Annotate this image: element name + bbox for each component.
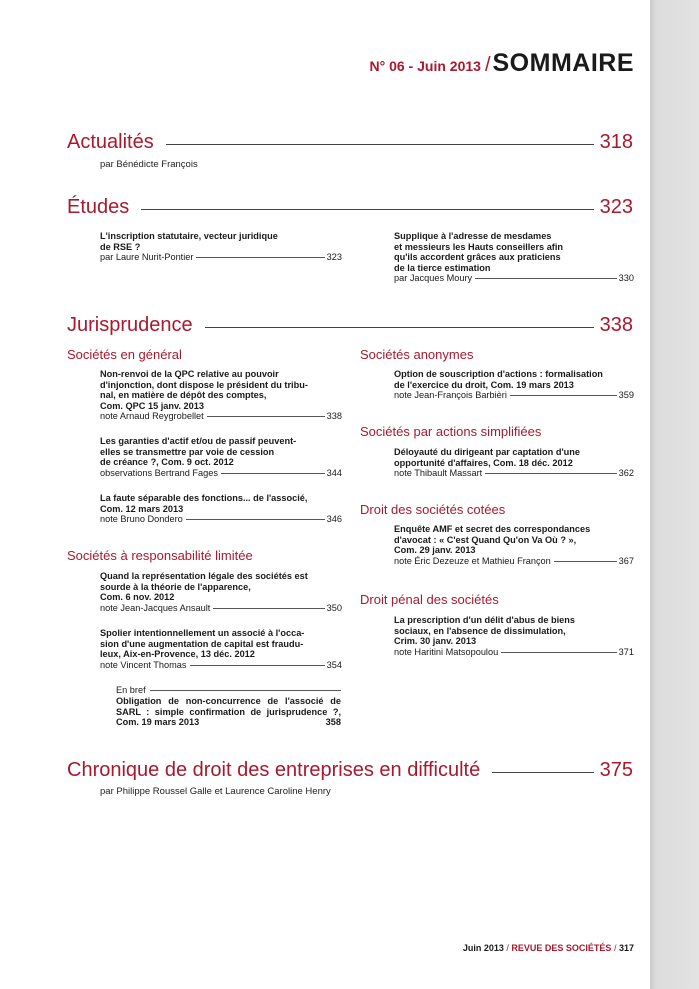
en-bref-text: Obligation de non-concurrence de l'associé de SARL : simple confirmation de jurisprudence ?, Com. 19 mars 2013 <box>116 695 341 728</box>
section-etudes[interactable] <box>67 196 633 219</box>
entry-author: note Bruno Dondero <box>100 514 183 525</box>
entry-author: note Éric Dezeuze et Mathieu Françon <box>394 555 551 566</box>
section-page: 318 <box>599 131 633 153</box>
leader-line <box>485 473 616 474</box>
entry-author: par Laure Nurit-Pontier <box>100 252 194 263</box>
toc-entry[interactable] <box>394 369 634 401</box>
entry-title: Option de souscription d'actions : formalisation de l'exercice du droit, Com. 19 mars 2013 <box>394 369 603 390</box>
entry-author: par Jacques Moury <box>394 273 473 284</box>
page-footer <box>463 943 634 953</box>
entry-page: 362 <box>618 468 634 479</box>
toc-entry[interactable] <box>100 436 342 478</box>
leader-line <box>141 209 593 210</box>
entry-page: 371 <box>618 646 634 657</box>
entry-title: La faute séparable des fonctions... de l'associé, Com. 12 mars 2013 <box>100 493 308 514</box>
entry-page: 367 <box>618 555 634 566</box>
page-header <box>370 49 635 78</box>
subsection-sas: Sociétés par actions simplifiées <box>360 424 542 439</box>
toc-entry[interactable] <box>100 628 342 670</box>
page-title: SOMMAIRE <box>492 49 634 77</box>
leader-line <box>166 144 594 145</box>
leader-line <box>190 665 325 666</box>
toc-entry[interactable] <box>100 369 342 422</box>
footer-date: Juin 2013 <box>462 943 504 953</box>
entry-title: Quand la représentation légale des sociétés est sourde à la théorie de l'apparence, Com. 6 nov. 2012 <box>100 571 308 603</box>
entry-title: Les garanties d'actif et/ou de passif peuvent- elles se transmettre par voie de cession de créance ?, Com. 9 oct. 2012 <box>100 436 297 468</box>
section-page: 338 <box>599 314 633 336</box>
en-bref-page: 358 <box>325 717 341 728</box>
section-page: 323 <box>599 196 633 218</box>
entry-page: 330 <box>618 273 634 284</box>
entry-author: note Jean-François Barbièri <box>394 390 507 401</box>
leader-line <box>205 327 594 328</box>
subsection-penal: Droit pénal des sociétés <box>360 592 499 607</box>
subsection-sarl: Sociétés à responsabilité limitée <box>67 548 253 563</box>
footer-page-number: 317 <box>618 943 634 953</box>
leader-line <box>207 416 325 417</box>
leader-line <box>492 772 593 773</box>
en-bref-box[interactable] <box>116 685 341 728</box>
chronique-byline: par Philippe Roussel Galle et Laurence Caroline Henry <box>100 786 331 797</box>
header-separator: / <box>484 54 491 76</box>
toc-entry[interactable] <box>394 447 634 479</box>
section-jurisprudence[interactable] <box>67 314 633 337</box>
entry-author: note Arnaud Reygrobellet <box>100 411 204 422</box>
entry-title: Spolier intentionnellement un associé à l'occa- sion d'une augmentation de capital est fraudu- leux, Aix-en-Provence, 13 déc. 2012 <box>100 628 305 660</box>
leader-line <box>510 395 617 396</box>
section-title: Études <box>67 196 130 218</box>
entry-author: observations Bertrand Fages <box>100 467 218 478</box>
toc-entry[interactable] <box>100 493 342 525</box>
entry-page: 344 <box>326 467 342 478</box>
entry-page: 338 <box>326 411 342 422</box>
section-chronique[interactable] <box>67 759 633 782</box>
en-bref-label: En bref <box>116 685 146 695</box>
entry-title: L'inscription statutaire, vecteur juridique de RSE ? <box>100 231 278 252</box>
toc-entry[interactable] <box>394 524 634 566</box>
actualites-byline: par Bénédicte François <box>100 159 198 170</box>
entry-title: Non-renvoi de la QPC relative au pouvoir d'injonction, dont dispose le président du tribu- nal, en matière de dépôt des comptes, Com. QPC 15 janv. 2013 <box>100 369 308 411</box>
leader-line <box>501 652 616 653</box>
leader-line <box>475 278 617 279</box>
entry-author: note Vincent Thomas <box>100 659 187 670</box>
entry-title: Déloyauté du dirigeant par captation d'une opportunité d'affaires, Com. 18 déc. 2012 <box>394 447 580 468</box>
toc-entry[interactable] <box>394 231 634 284</box>
leader-line <box>213 608 324 609</box>
leader-line <box>196 257 324 258</box>
entry-author: note Haritini Matsopoulou <box>394 646 499 657</box>
entry-title: Supplique à l'adresse de mesdames et messieurs les Hauts conseillers afin qu'ils accordent grâces aux praticiens de la tierce estimation <box>394 231 564 273</box>
leader-line <box>221 473 325 474</box>
subsection-societes-general: Sociétés en général <box>67 347 182 362</box>
footer-separator: / <box>506 943 509 953</box>
footer-journal: REVUE DES SOCIÉTÉS <box>511 943 612 953</box>
entry-page: 346 <box>326 514 342 525</box>
leader-line <box>150 690 341 691</box>
toc-entry[interactable] <box>394 615 634 657</box>
leader-line <box>186 519 325 520</box>
entry-author: note Thibault Massart <box>394 468 483 479</box>
entry-page: 350 <box>326 602 342 613</box>
toc-entry[interactable] <box>100 571 342 613</box>
entry-page: 359 <box>618 390 634 401</box>
section-page: 375 <box>599 759 633 781</box>
page-edge-strip <box>650 0 699 989</box>
entry-author: note Jean-Jacques Ansault <box>100 602 211 613</box>
entry-title: La prescription d'un délit d'abus de biens sociaux, en l'absence de dissimulation, Crim. 30 janv. 2013 <box>394 615 575 647</box>
issue-label: N° 06 - Juin 2013 <box>369 58 481 74</box>
leader-line <box>554 561 617 562</box>
section-actualites[interactable] <box>67 131 633 154</box>
section-title: Jurisprudence <box>67 314 193 336</box>
subsection-cotees: Droit des sociétés cotées <box>360 502 506 517</box>
subsection-societes-anonymes: Sociétés anonymes <box>360 347 474 362</box>
toc-entry[interactable] <box>100 231 342 263</box>
entry-page: 354 <box>326 659 342 670</box>
entry-title: Enquête AMF et secret des correspondances d'avocat : « C'est Quand Qu'on Va Où ? », Com. 29 janv. 2013 <box>394 524 591 556</box>
entry-page: 323 <box>326 252 342 263</box>
section-title: Actualités <box>67 131 154 153</box>
section-title: Chronique de droit des entreprises en difficulté <box>67 759 481 781</box>
footer-separator: / <box>613 943 617 953</box>
